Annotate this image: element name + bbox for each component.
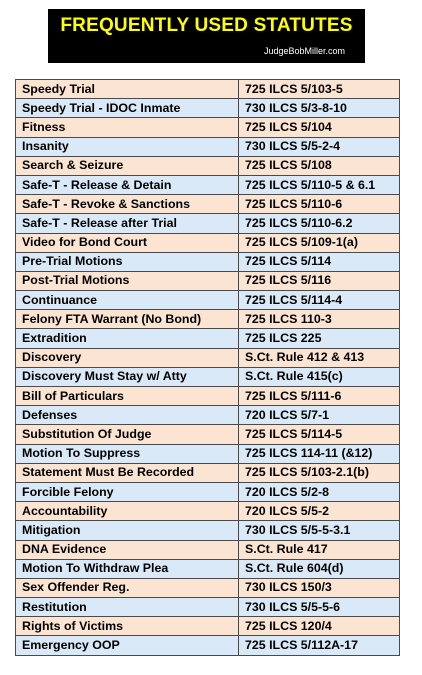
statute-topic: Speedy Trial (16, 80, 239, 99)
statute-topic: Forcible Felony (16, 482, 239, 501)
statute-topic: Post-Trial Motions (16, 271, 239, 290)
statute-topic: Accountability (16, 502, 239, 521)
statute-topic: Discovery (16, 348, 239, 367)
statute-topic: DNA Evidence (16, 540, 239, 559)
statute-topic: Fitness (16, 118, 239, 137)
statute-citation: 725 ILCS 5/110-6.2 (239, 214, 400, 233)
statute-topic: Defenses (16, 406, 239, 425)
statute-citation: S.Ct. Rule 604(d) (239, 559, 400, 578)
table-row (16, 367, 400, 386)
table-row (16, 617, 400, 636)
statute-topic: Felony FTA Warrant (No Bond) (16, 310, 239, 329)
statute-citation: S.Ct. Rule 412 & 413 (239, 348, 400, 367)
table-row (16, 195, 400, 214)
statutes-table (15, 79, 400, 656)
table-row (16, 502, 400, 521)
table-row (16, 578, 400, 597)
statute-citation: S.Ct. Rule 417 (239, 540, 400, 559)
table-row (16, 425, 400, 444)
statute-topic: Video for Bond Court (16, 233, 239, 252)
statute-topic: Sex Offender Reg. (16, 578, 239, 597)
statute-citation: 730 ILCS 5/3-8-10 (239, 99, 400, 118)
statute-topic: Safe-T - Release & Detain (16, 175, 239, 194)
statute-citation: 725 ILCS 110-3 (239, 310, 400, 329)
table-row (16, 329, 400, 348)
table-row (16, 156, 400, 175)
table-row (16, 291, 400, 310)
table-row (16, 406, 400, 425)
statute-citation: 725 ILCS 5/114 (239, 252, 400, 271)
statute-topic: Statement Must Be Recorded (16, 463, 239, 482)
statute-citation: 725 ILCS 5/116 (239, 271, 400, 290)
statute-topic: Bill of Particulars (16, 387, 239, 406)
statute-citation: 730 ILCS 5/5-5-6 (239, 598, 400, 617)
table-row (16, 118, 400, 137)
statute-citation: 725 ILCS 5/112A-17 (239, 636, 400, 655)
statute-topic: Mitigation (16, 521, 239, 540)
page-title: FREQUENTLY USED STATUTES (60, 15, 353, 36)
statute-topic: Emergency OOP (16, 636, 239, 655)
table-row (16, 252, 400, 271)
statutes-table-body (16, 80, 400, 656)
statute-topic: Restitution (16, 598, 239, 617)
statute-topic: Discovery Must Stay w/ Atty (16, 367, 239, 386)
statute-citation: 725 ILCS 5/103-5 (239, 80, 400, 99)
statute-citation: 720 ILCS 5/5-2 (239, 502, 400, 521)
statute-topic: Insanity (16, 137, 239, 156)
table-row (16, 598, 400, 617)
table-row (16, 482, 400, 501)
statute-citation: 725 ILCS 5/103-2.1(b) (239, 463, 400, 482)
table-row (16, 233, 400, 252)
table-row (16, 540, 400, 559)
statute-topic: Safe-T - Release after Trial (16, 214, 239, 233)
statute-topic: Continuance (16, 291, 239, 310)
table-row (16, 214, 400, 233)
statute-topic: Motion To Withdraw Plea (16, 559, 239, 578)
table-row (16, 444, 400, 463)
statute-citation: 725 ILCS 5/108 (239, 156, 400, 175)
table-row (16, 636, 400, 655)
statute-citation: 725 ILCS 5/114-4 (239, 291, 400, 310)
header-banner (48, 9, 365, 63)
table-row (16, 310, 400, 329)
statute-citation: 725 ILCS 5/104 (239, 118, 400, 137)
statute-topic: Safe-T - Revoke & Sanctions (16, 195, 239, 214)
statute-topic: Extradition (16, 329, 239, 348)
table-row (16, 80, 400, 99)
statute-topic: Motion To Suppress (16, 444, 239, 463)
statute-citation: S.Ct. Rule 415(c) (239, 367, 400, 386)
table-row (16, 137, 400, 156)
statute-citation: 730 ILCS 150/3 (239, 578, 400, 597)
statute-citation: 725 ILCS 114-11 (&12) (239, 444, 400, 463)
table-row (16, 99, 400, 118)
statute-topic: Rights of Victims (16, 617, 239, 636)
statute-citation: 725 ILCS 5/109-1(a) (239, 233, 400, 252)
statute-citation: 720 ILCS 5/2-8 (239, 482, 400, 501)
table-row (16, 463, 400, 482)
statute-citation: 720 ILCS 5/7-1 (239, 406, 400, 425)
statute-citation: 725 ILCS 5/110-6 (239, 195, 400, 214)
statute-citation: 725 ILCS 5/110-5 & 6.1 (239, 175, 400, 194)
statute-citation: 725 ILCS 5/111-6 (239, 387, 400, 406)
statute-topic: Substitution Of Judge (16, 425, 239, 444)
statute-citation: 725 ILCS 225 (239, 329, 400, 348)
table-row (16, 271, 400, 290)
statute-citation: 730 ILCS 5/5-2-4 (239, 137, 400, 156)
statute-citation: 730 ILCS 5/5-5-3.1 (239, 521, 400, 540)
statute-topic: Speedy Trial - IDOC Inmate (16, 99, 239, 118)
table-row (16, 559, 400, 578)
statute-topic: Pre-Trial Motions (16, 252, 239, 271)
statute-citation: 725 ILCS 120/4 (239, 617, 400, 636)
website-label: JudgeBobMiller.com (263, 46, 345, 56)
table-row (16, 175, 400, 194)
table-row (16, 348, 400, 367)
table-row (16, 521, 400, 540)
statute-citation: 725 ILCS 5/114-5 (239, 425, 400, 444)
statute-topic: Search & Seizure (16, 156, 239, 175)
table-row (16, 387, 400, 406)
